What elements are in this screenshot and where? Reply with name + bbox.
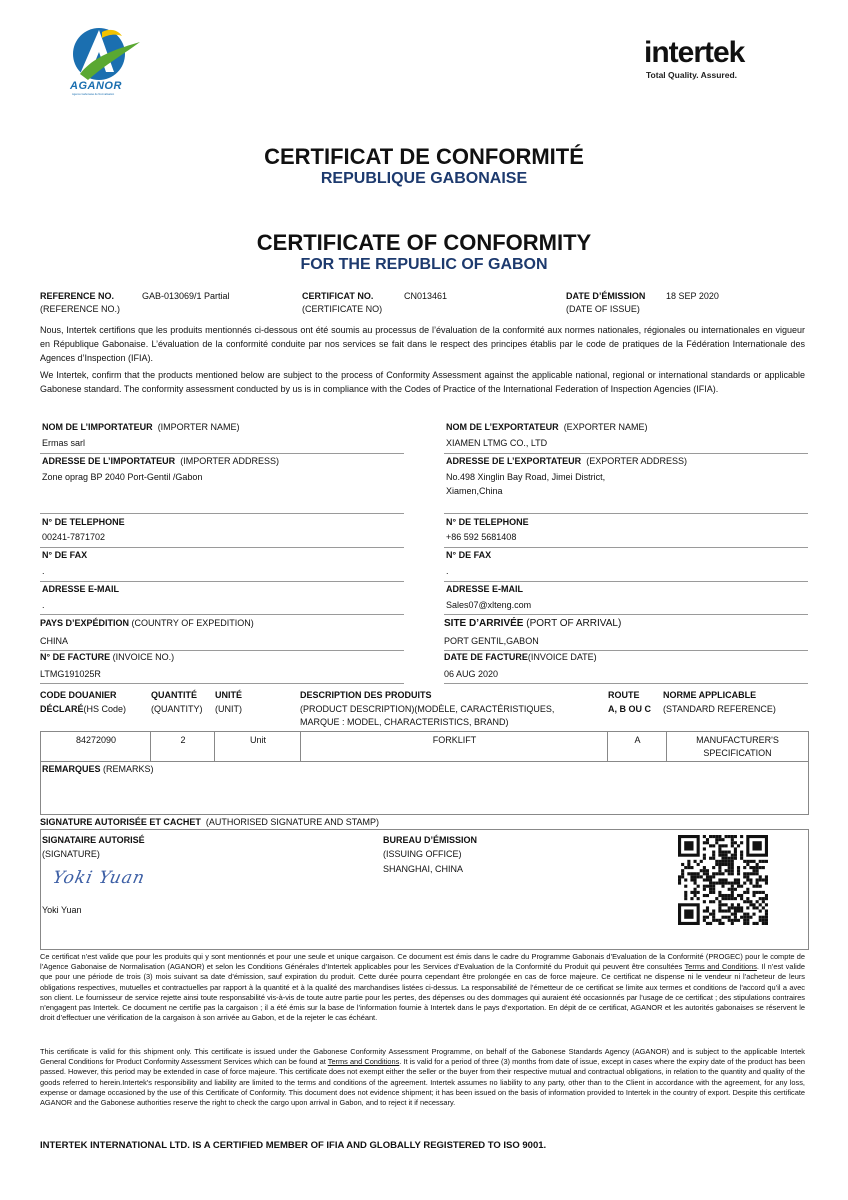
terms-link-fr[interactable]: Terms and Conditions	[684, 962, 757, 972]
invoice-date-label: DATE DE FACTURE(INVOICE DATE)	[444, 652, 597, 662]
product-row	[40, 731, 809, 762]
remarks-label: REMARQUES (REMARKS)	[42, 764, 154, 774]
row-norm-l2: SPECIFICATION	[703, 748, 772, 758]
intertek-tagline: Total Quality. Assured.	[646, 70, 737, 80]
terms-link-en[interactable]: Terms and Conditions	[327, 1057, 400, 1067]
row-route: A	[634, 735, 641, 745]
hdr-norm-l1: NORME APPLICABLE	[663, 690, 757, 700]
intro-fr: Nous, Intertek certifions que les produits mentionnés ci-dessous ont été soumis au processus de l’évaluation de la conformité aux normes nationales, régionales ou internationales en vigueur en République Gabonaise. L’évaluation de la conformité conduite par nos services se fait dans le respect des principes établis par le code de pratiques de la Fédération Internationale des Agences d’Inspection (IFIA).	[40, 325, 805, 363]
signatory-name: Yoki Yuan	[42, 905, 82, 915]
hdr-desc-l1: DESCRIPTION DES PRODUITS	[300, 690, 432, 700]
subtitle-fr: REPUBLIQUE GABONAISE	[320, 170, 528, 187]
exporter-name-label: NOM DE L’EXPORTATEUR (EXPORTER NAME)	[446, 422, 648, 432]
subtitle-en: FOR THE REPUBLIC OF GABON	[300, 256, 548, 273]
title-fr: CERTIFICAT DE CONFORMITÉ	[264, 144, 584, 169]
hdr-code-l1: CODE DOUANIER	[40, 690, 117, 700]
arrival-port: PORT GENTIL,GABON	[444, 636, 539, 646]
exporter-name: XIAMEN LTMG CO., LTD	[446, 438, 548, 448]
importer-address-label: ADRESSE DE L’IMPORTATEUR (IMPORTER ADDRESS)	[42, 456, 280, 466]
hdr-desc-l3: MARQUE : MODEL, CHARACTERISTICS, BRAND)	[300, 717, 509, 727]
title-en: CERTIFICATE OF CONFORMITY	[256, 230, 592, 255]
exporter-email: Sales07@xlteng.com	[446, 600, 532, 610]
date-issue-value: 18 SEP 2020	[666, 291, 719, 301]
exporter-email-label: ADRESSE E-MAIL	[446, 584, 524, 594]
hdr-unit-l1: UNITÉ	[215, 690, 242, 700]
exporter-fax: .	[446, 566, 449, 576]
date-issue-sub: (DATE OF ISSUE)	[566, 304, 640, 314]
certificate-label: CERTIFICAT NO.	[302, 291, 374, 301]
qr-code-icon	[678, 835, 768, 925]
importer-fax-label: N° DE FAX	[42, 550, 88, 560]
importer-email: .	[42, 600, 45, 610]
office-sub: (ISSUING OFFICE)	[383, 849, 462, 859]
importer-phone: 00241-7871702	[42, 532, 106, 542]
remarks-box	[40, 761, 809, 815]
exporter-address-line1: No.498 Xinglin Bay Road, Jimei District,	[446, 472, 606, 482]
row-qty: 2	[180, 735, 186, 745]
hdr-route-l2: A, B OU C	[608, 704, 652, 714]
aganor-logo	[66, 24, 146, 96]
certificate-value: CN013461	[404, 291, 448, 301]
aganor-logo-icon	[66, 24, 146, 86]
hdr-desc-l2: (PRODUCT DESCRIPTION)(MODÈLE, CARACTÉRISTIQUES,	[300, 704, 555, 714]
signature-box	[40, 829, 809, 950]
aganor-logo-text: AGANOR	[70, 80, 122, 92]
importer-address: Zone oprag BP 2040 Port-Gentil /Gabon	[42, 472, 203, 482]
footer-fr: Ce certificat n’est valide que pour les produits qui y sont mentionnés et pour une seule et unique cargaison. Ce document est émis dans le cadre du Programme Gabonais d’Evaluation de la Conformité (PROGEC) pour le compte de l’Agence Gabonaise de Normalisation (AGANOR) et selon les Conditions Générales d’Intertek applicables pour les Services d’Evaluation de la Conformité du Produit qui peuvent être consultées Terms and Conditions. Il n’est valide que pour une période de trois (3) mois suivant sa date d’émission, sauf expiration du produit. Cette durée pourra cependant être prolongée en cas de force majeure. Ce certificat ne dispense ni le vendeur ni l’acheteur de leurs obligations respectives, mutuelles et contractuelles par rapport à la quantité et à la qualité des marchandises listées ci-dessus. La responsabilité de l’émetteur de ce certificat se limite aux termes et conditions de l’accord qu’il a avec son client. Le fournisseur de service rejette ainsi toute responsabilité vis-à-vis de toute autre partie pour les pertes, des dépenses ou des dommages qui auraient été occasionnés par l’usage de ce certificat ; des stipulations contraires n’engagent pas Intertek. Ce document ne certifie pas la cargaison ; il a été émis sur la base de l’information fournie à Intertek dans le pays d’exportation. En dépit de ce certificat, AGANOR et les autorités gabonaises se réservent le droit d’effectuer une vérification de la cargaison à son arrivée au Gabon, et de la rejeter le cas échéant.	[40, 952, 805, 1023]
aganor-tagline: Agence Gabonaise de Normalisation	[72, 93, 115, 96]
invoice-date: 06 AUG 2020	[444, 669, 499, 679]
signatory-label: SIGNATAIRE AUTORISÉ	[42, 835, 145, 845]
intertek-logo-text: intertek	[644, 36, 745, 69]
invoice-label: N° DE FACTURE (INVOICE NO.)	[40, 652, 175, 662]
hdr-qty-l1: QUANTITÉ	[151, 690, 197, 700]
office-label: BUREAU D’ÉMISSION	[383, 835, 478, 845]
importer-fax: .	[42, 566, 45, 576]
row-code: 84272090	[75, 735, 117, 745]
arrival-label: SITE D’ARRIVÉE (PORT OF ARRIVAL)	[444, 618, 622, 629]
expedition-country: CHINA	[40, 636, 69, 646]
intro-en: We Intertek, confirm that the products mentioned below are subject to the process of Conformity Assessment against the applicable national, regional or international standards or applicable Gabonese standard. The conformity assessment conducted by us is in compliance with the Codes of Practice of the International Federation of Inspection Agencies (IFIA).	[40, 370, 805, 394]
exporter-phone: +86 592 5681408	[446, 532, 517, 542]
signatory-sub: (SIGNATURE)	[42, 849, 100, 859]
row-unit: Unit	[249, 735, 266, 745]
reference-value: GAB-013069/1 Partial	[142, 291, 230, 301]
row-norm-l1: MANUFACTURER'S	[696, 735, 779, 745]
expedition-label: PAYS D’EXPÉDITION (COUNTRY OF EXPEDITION)	[40, 618, 254, 628]
handwritten-signature: Yoki Yuan	[50, 868, 148, 888]
date-issue-label: DATE D’ÉMISSION	[566, 291, 646, 301]
signature-header: SIGNATURE AUTORISÉE ET CACHET (AUTHORISED SIGNATURE AND STAMP)	[40, 817, 380, 827]
office-value: SHANGHAI, CHINA	[383, 864, 464, 874]
reference-sub: (REFERENCE NO.)	[40, 304, 121, 314]
reference-label: REFERENCE NO.	[40, 291, 115, 301]
importer-phone-label: N° DE TELEPHONE	[42, 517, 125, 527]
hdr-code-l2: DÉCLARÉ(HS Code)	[40, 704, 127, 714]
row-desc: FORKLIFT	[432, 735, 477, 745]
exporter-phone-label: N° DE TELEPHONE	[446, 517, 529, 527]
footer-certification: INTERTEK INTERNATIONAL LTD. IS A CERTIFIED MEMBER OF IFIA AND GLOBALLY REGISTERED TO ISO 9001.	[40, 1140, 547, 1151]
hdr-unit-l2: (UNIT)	[215, 704, 242, 714]
importer-name: Ermas sarl	[42, 438, 86, 448]
importer-email-label: ADRESSE E-MAIL	[42, 584, 120, 594]
invoice-number: LTMG191025R	[40, 669, 101, 679]
hdr-route-l1: ROUTE	[608, 690, 640, 700]
hdr-norm-l2: (STANDARD REFERENCE)	[663, 704, 776, 714]
exporter-fax-label: N° DE FAX	[446, 550, 492, 560]
importer-name-label: NOM DE L’IMPORTATEUR (IMPORTER NAME)	[42, 422, 240, 432]
certificate-sub: (CERTIFICATE NO)	[302, 304, 383, 314]
intertek-logo	[644, 38, 784, 88]
exporter-address-label: ADRESSE DE L’EXPORTATEUR (EXPORTER ADDRESS)	[446, 456, 688, 466]
hdr-qty-l2: (QUANTITY)	[151, 704, 203, 714]
footer-en: This certificate is valid for this shipment only. This certificate is issued under the Gabonese Conformity Assessment Programme, on behalf of the Gabonese Standards Agency (AGANOR) and is subject to the applicable Intertek General Conditions for Product Conformity Assessment Services which can be found at Terms and Conditions. It is valid for a period of three (3) months from date of issue, except in cases where the expiry date of the product has been passed. However, this period may be extended in case of force majeure. This certificate does not exempt either the seller or the buyer from their respective mutual and contractual obligations, in relation to the quantity and quality of the goods referred to herein.Intertek's responsibility and liability are limited to the terms and conditions of the agreement. Intertek assumes no liability to any party, other than to the Client in accordance with the agreement, for any loss, expense or damage occasioned by the use of this Certificate of Conformity. This document does not evidence shipment; it has been issued on the basis of information provided to Intertek in the country of export. Despite this certificate AGANOR and the Gabonese authorities reserve the right to check the cargo upon arrival in Gabon, and to reject it if necessary.	[40, 1047, 806, 1108]
exporter-address-line2: Xiamen,China	[446, 486, 503, 496]
